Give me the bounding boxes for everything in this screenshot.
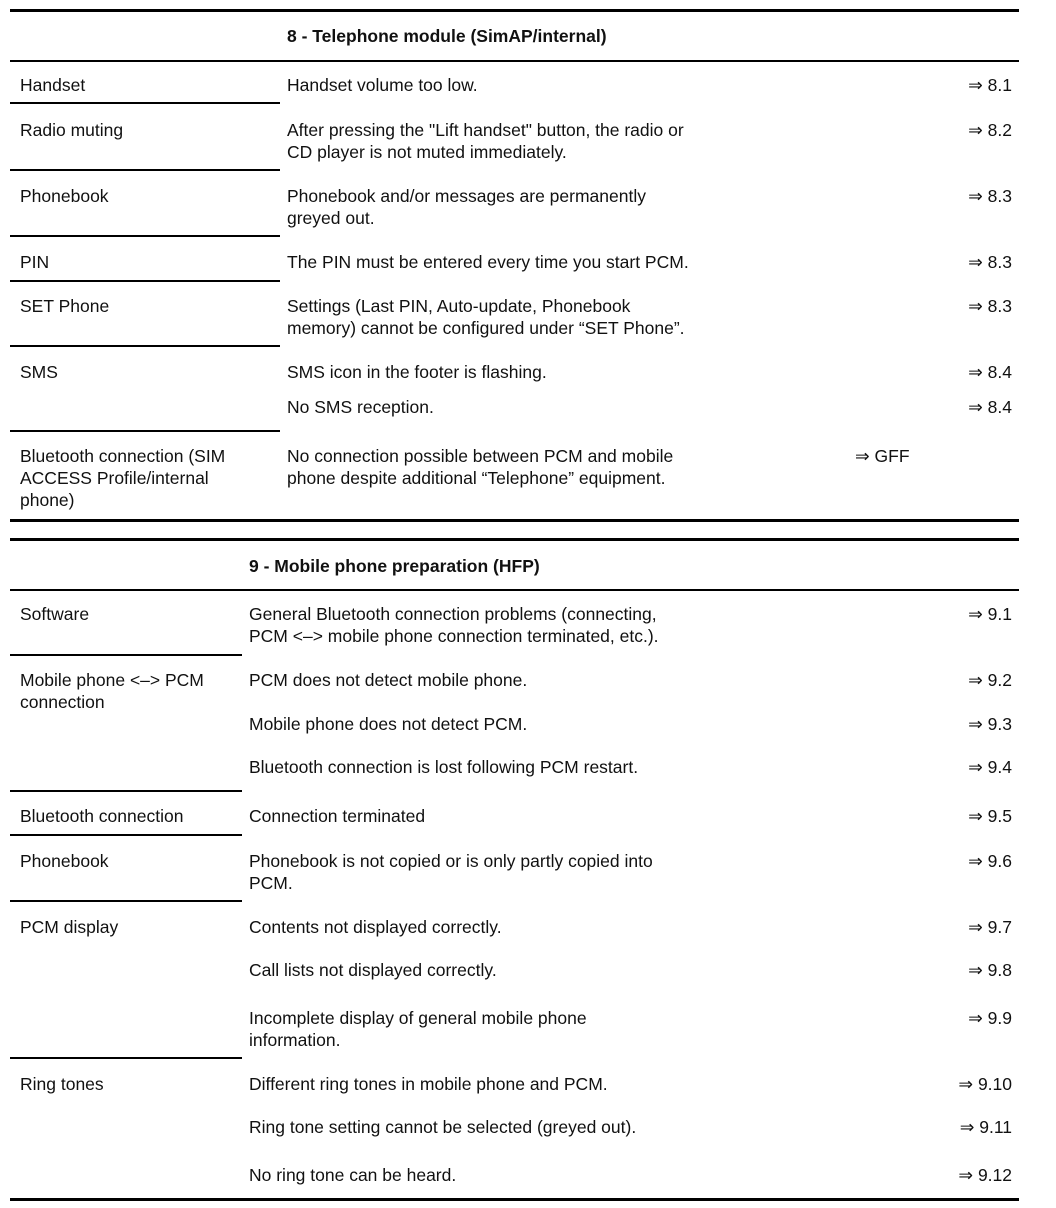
section-9-title: 9 - Mobile phone preparation (HFP)	[249, 556, 540, 576]
reference-link[interactable]: ⇒ 9.6	[968, 851, 1012, 871]
category-divider	[10, 654, 242, 656]
issue-text: PCM <–> mobile phone connection terminated, etc.).	[249, 626, 659, 646]
reference-link[interactable]: ⇒ 9.5	[968, 806, 1012, 826]
category-bluetooth-sim: ACCESS Profile/internal	[20, 468, 209, 488]
arrow-icon: ⇒	[855, 446, 870, 466]
section-8-header-rule	[10, 60, 1019, 62]
section-9-top-rule	[10, 538, 1019, 541]
category-phonebook: Phonebook	[20, 851, 109, 871]
issue-text: Different ring tones in mobile phone and PCM.	[249, 1074, 608, 1094]
section-9-header-rule	[10, 589, 1019, 591]
category-divider	[10, 280, 280, 282]
reference-link[interactable]: ⇒ 9.2	[968, 670, 1012, 690]
category-divider	[10, 900, 242, 902]
arrow-icon: ⇒	[968, 120, 983, 140]
issue-text: PCM does not detect mobile phone.	[249, 670, 528, 690]
arrow-icon: ⇒	[968, 75, 983, 95]
category-ring-tones: Ring tones	[20, 1074, 104, 1094]
issue-text: phone despite additional “Telephone” equipment.	[287, 468, 666, 488]
issue-text: Phonebook is not copied or is only partly copied into	[249, 851, 653, 871]
issue-text: memory) cannot be configured under “SET Phone”.	[287, 318, 685, 338]
category-software: Software	[20, 604, 90, 624]
issue-text: The PIN must be entered every time you start PCM.	[287, 252, 689, 272]
issue-text: CD player is not muted immediately.	[287, 142, 567, 162]
reference-link[interactable]: ⇒ 9.7	[968, 917, 1012, 937]
reference-link[interactable]: ⇒ 8.2	[968, 120, 1012, 140]
arrow-icon: ⇒	[968, 186, 983, 206]
reference-link[interactable]: ⇒ 8.3	[968, 186, 1012, 206]
issue-text: No connection possible between PCM and mobile	[287, 446, 674, 466]
issue-text: No ring tone can be heard.	[249, 1165, 457, 1185]
reference-link[interactable]: ⇒ GFF	[855, 446, 910, 466]
reference-link[interactable]: ⇒ 9.3	[968, 714, 1012, 734]
arrow-icon: ⇒	[968, 806, 983, 826]
arrow-icon: ⇒	[968, 670, 983, 690]
reference-link[interactable]: ⇒ 9.9	[968, 1008, 1012, 1028]
arrow-icon: ⇒	[968, 604, 983, 624]
arrow-icon: ⇒	[968, 757, 983, 777]
section-8-bottom-rule	[10, 519, 1019, 522]
reference-link[interactable]: ⇒ 9.10	[958, 1074, 1012, 1094]
issue-text: SMS icon in the footer is flashing.	[287, 362, 547, 382]
issue-text: Call lists not displayed correctly.	[249, 960, 497, 980]
reference-link[interactable]: ⇒ 9.8	[968, 960, 1012, 980]
issue-text: Connection terminated	[249, 806, 426, 826]
reference-link[interactable]: ⇒ 8.3	[968, 296, 1012, 316]
issue-text: General Bluetooth connection problems (connecting,	[249, 604, 657, 624]
category-divider	[10, 345, 280, 347]
reference-link[interactable]: ⇒ 8.1	[968, 75, 1012, 95]
category-handset: Handset	[20, 75, 86, 95]
reference-link[interactable]: ⇒ 8.4	[968, 362, 1012, 382]
category-set-phone: SET Phone	[20, 296, 110, 316]
arrow-icon: ⇒	[968, 252, 983, 272]
section-9-bottom-rule	[10, 1198, 1019, 1201]
issue-text: Phonebook and/or messages are permanently	[287, 186, 646, 206]
category-pin: PIN	[20, 252, 50, 272]
category-radio-muting: Radio muting	[20, 120, 124, 140]
issue-text: Incomplete display of general mobile phone	[249, 1008, 587, 1028]
issue-text: Contents not displayed correctly.	[249, 917, 502, 937]
category-mobile-pcm-connection: Mobile phone <–> PCM	[20, 670, 204, 690]
issue-text: Bluetooth connection is lost following PCM restart.	[249, 757, 639, 777]
reference-link[interactable]: ⇒ 9.4	[968, 757, 1012, 777]
category-bluetooth-sim: phone)	[20, 490, 75, 510]
reference-link[interactable]: ⇒ 8.4	[968, 397, 1012, 417]
arrow-icon: ⇒	[968, 397, 983, 417]
issue-text: Mobile phone does not detect PCM.	[249, 714, 528, 734]
category-divider	[10, 430, 280, 432]
category-divider	[10, 834, 242, 836]
issue-text: PCM.	[249, 873, 293, 893]
issue-text: After pressing the "Lift handset" button, the radio or	[287, 120, 684, 140]
reference-link[interactable]: ⇒ 9.11	[959, 1117, 1012, 1137]
arrow-icon: ⇒	[958, 1074, 974, 1094]
category-bluetooth-connection: Bluetooth connection	[20, 806, 184, 826]
section-8-top-rule	[10, 9, 1019, 12]
issue-text: No SMS reception.	[287, 397, 434, 417]
issue-text: Settings (Last PIN, Auto-update, Phonebook	[287, 296, 631, 316]
arrow-icon: ⇒	[968, 960, 983, 980]
arrow-icon: ⇒	[968, 917, 983, 937]
category-divider	[10, 1057, 242, 1059]
category-mobile-pcm-connection: connection	[20, 692, 105, 712]
section-8-title: 8 - Telephone module (SimAP/internal)	[287, 26, 607, 46]
category-divider	[10, 235, 280, 237]
arrow-icon: ⇒	[958, 1165, 974, 1185]
reference-link[interactable]: ⇒ 9.12	[958, 1165, 1012, 1185]
issue-text: Handset volume too low.	[287, 75, 478, 95]
arrow-icon: ⇒	[968, 851, 983, 871]
category-phonebook: Phonebook	[20, 186, 109, 206]
arrow-icon: ⇒	[959, 1117, 975, 1137]
category-divider	[10, 102, 280, 104]
category-divider	[10, 169, 280, 171]
category-bluetooth-sim: Bluetooth connection (SIM	[20, 446, 226, 466]
category-divider	[10, 790, 242, 792]
arrow-icon: ⇒	[968, 1008, 983, 1028]
arrow-icon: ⇒	[968, 362, 983, 382]
issue-text: greyed out.	[287, 208, 375, 228]
category-pcm-display: PCM display	[20, 917, 119, 937]
issue-text: Ring tone setting cannot be selected (greyed out).	[249, 1117, 637, 1137]
category-sms: SMS	[20, 362, 58, 382]
reference-link[interactable]: ⇒ 9.1	[968, 604, 1012, 624]
issue-text: information.	[249, 1030, 341, 1050]
reference-link[interactable]: ⇒ 8.3	[968, 252, 1012, 272]
arrow-icon: ⇒	[968, 296, 983, 316]
arrow-icon: ⇒	[968, 714, 983, 734]
